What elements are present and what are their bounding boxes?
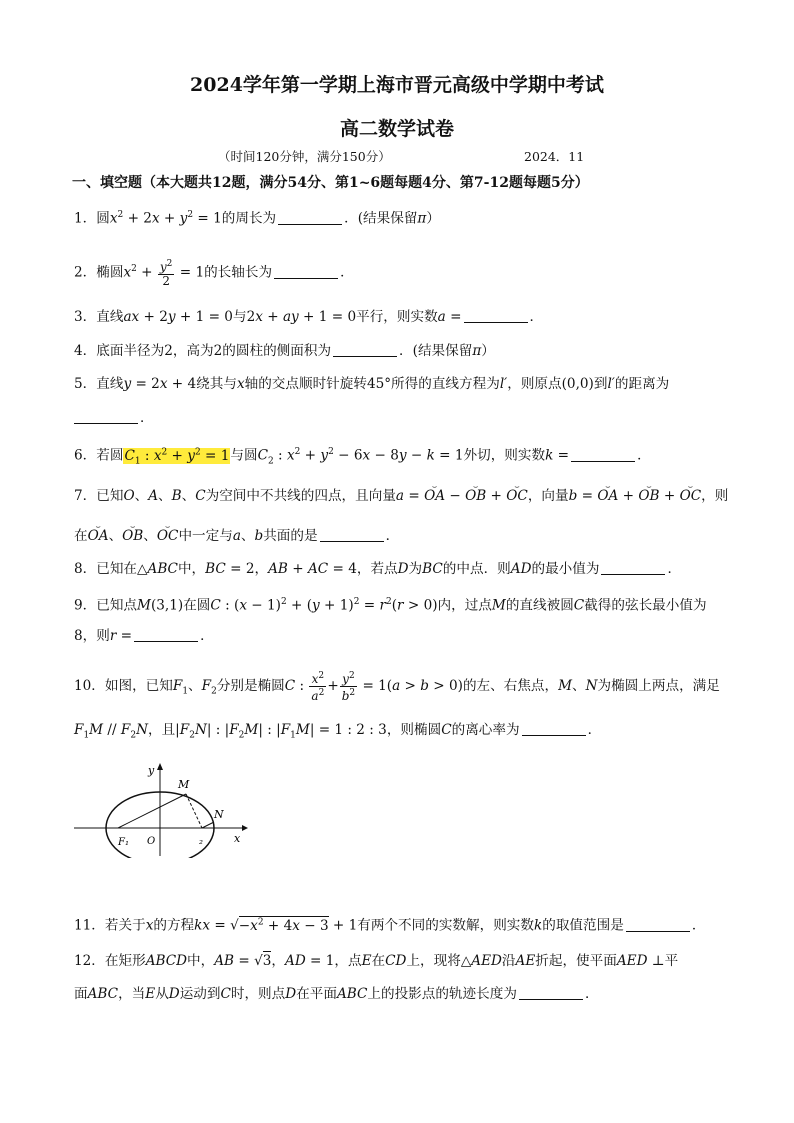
x-axis-arrow — [242, 825, 248, 831]
question-7: 7．已知O、A、B、C为空间中不共线的四点，且向量a = ⌣ OA − ⌣ OB + ⌣ OC，向量b = ⌣ OA + ⌣ OB + ⌣ OC，则 — [74, 486, 728, 506]
question-10-cont: $F_1M // F_2N$，且$|F_2N|$ : $|F_2M|$ : $|F_1M| = 1$ : 2 : 3，则椭圆C的离心率为 ． — [74, 722, 602, 741]
question-7-cont: 在⌣ OA、⌣ OB、⌣ OC中一定与a、b共面的是 ． — [74, 526, 399, 546]
answer-blank[interactable] — [522, 721, 586, 736]
answer-blank[interactable] — [278, 210, 342, 225]
section-heading: 一、填空题（本大题共12题，满分54分、第1~6题每题4分、第7-12题每题5分） — [72, 175, 589, 191]
exam-title: 2024学年第一学期上海市晋元高级中学期中考试 — [190, 74, 604, 96]
ellipse-figure — [74, 758, 254, 858]
question-11: 11．若关于x的方程kx = $√-x^2 + 4x - 3 + 1$有两个不同的实数解，则实数k的取值范围是 ． — [74, 917, 706, 934]
segment-f2-n — [202, 822, 214, 828]
answer-blank[interactable] — [571, 447, 635, 462]
label-n: N — [214, 808, 224, 821]
question-6: 6．若圆$C_1$ : $x^2 + y^2 = 1$与圆$C_2$ : $x^2 + y^2 - 6x - 8y - k = 1$外切，则实数k = ． — [74, 447, 651, 467]
label-f1: F₁ — [118, 837, 129, 848]
exam-date: 2024．11 — [524, 149, 585, 164]
question-8: 8．已知在△ABC中，BC = 2，AB + AC = 4，若点D为BC的中点．则AD的最小值为 ． — [74, 561, 682, 577]
label-y: y — [148, 764, 155, 777]
segment-m-f2 — [186, 794, 202, 828]
question-2: 2．椭圆$x^2$ + $\frac{y^2}{2}$ = 1的长轴长为 ． — [74, 259, 354, 288]
label-f2: ₂ — [199, 836, 204, 847]
answer-blank[interactable] — [626, 917, 690, 932]
question-5: 5．直线y = 2x + 4绕其与x轴的交点顺时针旋转45°所得的直线方程为l′，则原点(0,0)到l′的距离为 — [74, 376, 670, 392]
label-o: O — [147, 836, 156, 847]
answer-blank[interactable] — [464, 308, 528, 323]
highlighted-circle-c1: $C_1$ : $x^2 + y^2 = 1$ — [124, 447, 230, 467]
answer-blank[interactable] — [519, 985, 583, 1000]
question-9-cont: 8，则r = ． — [74, 628, 214, 644]
question-5-cont: ． — [74, 408, 154, 428]
label-m: M — [178, 778, 190, 791]
answer-blank[interactable] — [320, 527, 384, 542]
question-3: 3．直线ax + 2y + 1 = 0与2x + ay + 1 = 0平行，则实数a = ． — [74, 309, 544, 325]
answer-blank[interactable] — [74, 409, 138, 424]
label-x: x — [234, 832, 241, 845]
y-axis-arrow — [157, 763, 163, 770]
question-1: 1．圆$x^2 + 2x + y^2 = 1$的周长为 ．(结果保留π） — [74, 210, 440, 227]
answer-blank[interactable] — [601, 560, 665, 575]
question-12: 12．在矩形ABCD中，AB = √3，AD = 1，点E在CD上，现将△AED沿AE折起，使平面AED ⊥平 — [74, 953, 679, 969]
question-4: 4．底面半径为2，高为2的圆柱的侧面积为 ．(结果保留π） — [74, 343, 495, 359]
answer-blank[interactable] — [333, 342, 397, 357]
answer-blank[interactable] — [134, 627, 198, 642]
time-info: （时间120分钟，满分150分） — [218, 149, 391, 164]
question-10: 10．如图，已知$F_1$、$F_2$分别是椭圆C : $\frac{x^2}{a^2}$ + $\frac{y^2}{b^2}$ = 1(a > b > 0)的左、右焦点，M、N为椭圆上两点，满足 — [74, 671, 720, 703]
question-12-cont: 面ABC，当E从D运动到C时，则点D在平面ABC上的投影点的轨迹长度为 ． — [74, 986, 599, 1002]
answer-blank[interactable] — [274, 264, 338, 279]
question-9: 9．已知点M(3,1)在圆C : $(x - 1)^2 + (y + 1)^2 = r^2(r > 0)$内，过点M的直线被圆C截得的弦长最小值为 — [74, 597, 707, 614]
exam-subtitle: 高二数学试卷 — [339, 118, 454, 140]
